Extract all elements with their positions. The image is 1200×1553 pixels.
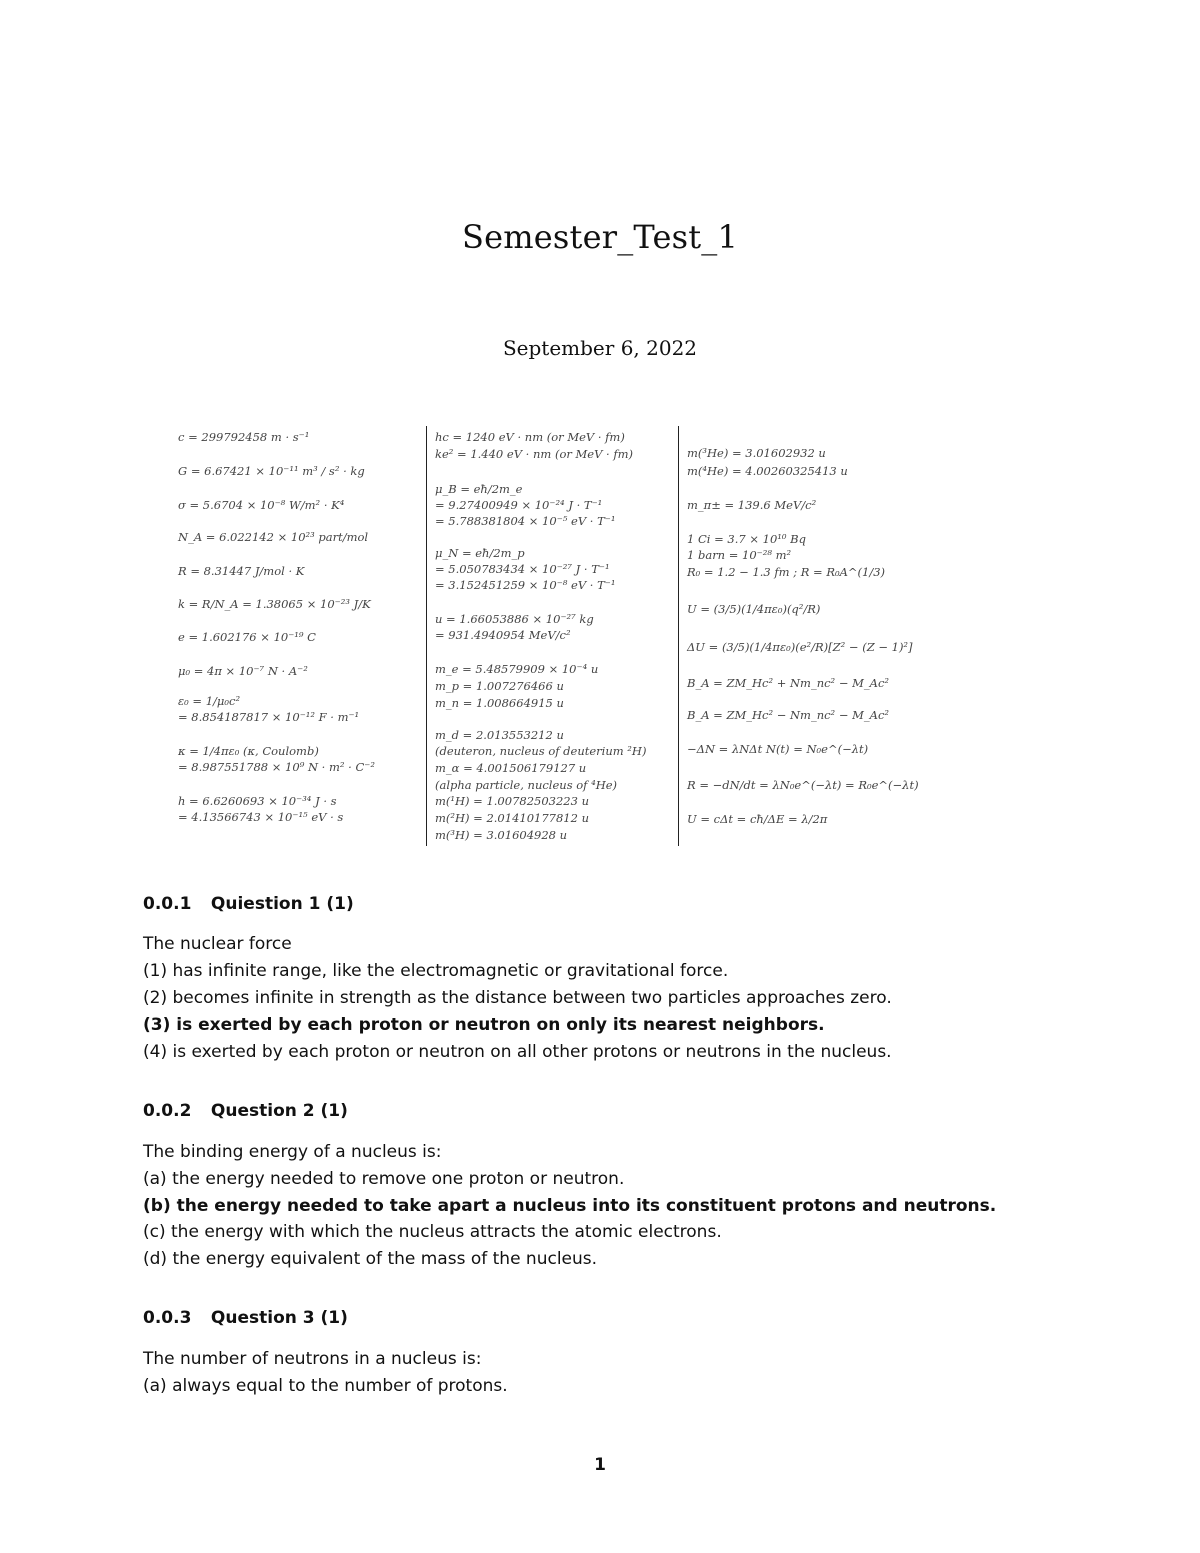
constant-line: m(²H) = 2.01410177812 u	[435, 811, 589, 825]
document-title: Semester_Test_1	[461, 218, 739, 256]
page-number: 1	[594, 1455, 606, 1475]
constant-line: = 9.27400949 × 10⁻²⁴ J · T⁻¹	[435, 498, 603, 512]
constant-line: ε₀ = 1/μ₀c²	[178, 694, 241, 708]
answer-option: (d) the energy equivalent of the mass of the nucleus.	[143, 1249, 598, 1269]
constant-line: m(¹H) = 1.00782503223 u	[435, 794, 589, 808]
constant-line: = 3.152451259 × 10⁻⁸ eV · T⁻¹	[435, 578, 616, 592]
constant-line: 1 barn = 10⁻²⁸ m²	[687, 548, 792, 562]
constant-line: = 8.854187817 × 10⁻¹² F · m⁻¹	[178, 710, 360, 724]
constant-line: e = 1.602176 × 10⁻¹⁹ C	[178, 630, 316, 644]
constant-line: R₀ = 1.2 − 1.3 fm ; R = R₀A^(1/3)	[687, 565, 886, 579]
constants-table	[178, 426, 919, 848]
question-2-heading	[143, 1101, 348, 1121]
question-stem: The nuclear force	[143, 934, 292, 954]
section-number: 0.0.1	[143, 894, 192, 914]
constant-line: u = 1.66053886 × 10⁻²⁷ kg	[435, 612, 594, 626]
constant-line: m_p = 1.007276466 u	[435, 679, 564, 693]
constant-line: m(⁴He) = 4.00260325413 u	[687, 464, 848, 478]
constant-line: h = 6.6260693 × 10⁻³⁴ J · s	[178, 794, 337, 808]
constant-line: m_n = 1.008664915 u	[435, 696, 564, 710]
answer-option: (c) the energy with which the nucleus attracts the atomic electrons.	[143, 1222, 722, 1242]
constant-line: m_d = 2.013553212 u	[435, 728, 564, 742]
answer-option: (a) the energy needed to remove one proton or neutron.	[143, 1169, 625, 1189]
constant-line: B_A = ZM_Hc² + Nm_nc² − M_Ac²	[687, 676, 889, 690]
constant-line: μ_N = eħ/2m_p	[435, 546, 525, 560]
constant-line: 1 Ci = 3.7 × 10¹⁰ Bq	[687, 532, 806, 546]
constants-column-3	[678, 426, 919, 846]
section-number: 0.0.2	[143, 1101, 192, 1121]
constant-line: hc = 1240 eV · nm (or MeV · fm)	[435, 430, 625, 444]
answer-option: (a) always equal to the number of protons.	[143, 1376, 508, 1396]
constant-line: μ₀ = 4π × 10⁻⁷ N · A⁻²	[178, 664, 308, 678]
answer-option: (4) is exerted by each proton or neutron on all other protons or neutrons in the nucleus.	[143, 1042, 892, 1062]
question-title: Quiestion 1 (1)	[210, 894, 354, 914]
constant-line: U = (3/5)(1/4πε₀)(q²/R)	[687, 602, 821, 616]
answer-option: (2) becomes infinite in strength as the distance between two particles approaches zero.	[143, 988, 892, 1008]
constant-line: m(³H) = 3.01604928 u	[435, 828, 568, 842]
constant-line: R = −dN/dt = λN₀e^(−λt) = R₀e^(−λt)	[687, 778, 919, 792]
question-1-heading	[143, 894, 354, 914]
constant-line: k = R/N_A = 1.38065 × 10⁻²³ J/K	[178, 597, 371, 611]
constant-line: = 931.4940954 MeV/c²	[435, 628, 571, 642]
constant-line: = 4.13566743 × 10⁻¹⁵ eV · s	[178, 810, 344, 824]
constants-column-2	[426, 426, 685, 846]
question-stem: The binding energy of a nucleus is:	[143, 1142, 442, 1162]
constant-line: m_π± = 139.6 MeV/c²	[687, 498, 817, 512]
constant-line: c = 299792458 m · s⁻¹	[178, 430, 310, 444]
constant-line: μ_B = eħ/2m_e	[435, 482, 523, 496]
constant-line: = 5.788381804 × 10⁻⁵ eV · T⁻¹	[435, 514, 616, 528]
constant-line: −ΔN = λNΔt N(t) = N₀e^(−λt)	[687, 742, 869, 756]
constant-line: σ = 5.6704 × 10⁻⁸ W/m² · K⁴	[178, 498, 345, 512]
answer-option-correct: (b) the energy needed to take apart a nucleus into its constituent protons and neutrons.	[143, 1196, 997, 1216]
constant-line: (alpha particle, nucleus of ⁴He)	[435, 778, 618, 792]
constant-line: R = 8.31447 J/mol · K	[178, 564, 305, 578]
answer-option-correct: (3) is exerted by each proton or neutron on only its nearest neighbors.	[143, 1015, 825, 1035]
section-number: 0.0.3	[143, 1308, 192, 1328]
constant-line: ke² = 1.440 eV · nm (or MeV · fm)	[435, 447, 634, 461]
constant-line: (deuteron, nucleus of deuterium ²H)	[435, 744, 647, 758]
answer-option: (1) has infinite range, like the electromagnetic or gravitational force.	[143, 961, 729, 981]
question-3-heading	[143, 1308, 348, 1328]
constant-line: N_A = 6.022142 × 10²³ part/mol	[178, 530, 369, 544]
constant-line: m(³He) = 3.01602932 u	[687, 446, 826, 460]
constant-line: G = 6.67421 × 10⁻¹¹ m³ / s² · kg	[178, 464, 365, 478]
question-title: Question 2 (1)	[210, 1101, 348, 1121]
constant-line: = 5.050783434 × 10⁻²⁷ J · T⁻¹	[435, 562, 610, 576]
constant-line: ΔU = (3/5)(1/4πε₀)(e²/R)[Z² − (Z − 1)²]	[687, 640, 913, 654]
constant-line: m_e = 5.48579909 × 10⁻⁴ u	[435, 662, 599, 676]
constant-line: B_A = ZM_Hc² − Nm_nc² − M_Ac²	[687, 708, 889, 722]
constant-line: U = cΔt = cħ/ΔE = λ/2π	[687, 812, 828, 826]
constant-line: = 8.987551788 × 10⁹ N · m² · C⁻²	[178, 760, 375, 774]
constant-line: m_α = 4.001506179127 u	[435, 761, 587, 775]
question-stem: The number of neutrons in a nucleus is:	[143, 1349, 482, 1369]
constant-line: κ = 1/4πε₀ (κ, Coulomb)	[178, 744, 319, 758]
question-title: Question 3 (1)	[210, 1308, 348, 1328]
document-date: September 6, 2022	[502, 336, 698, 360]
